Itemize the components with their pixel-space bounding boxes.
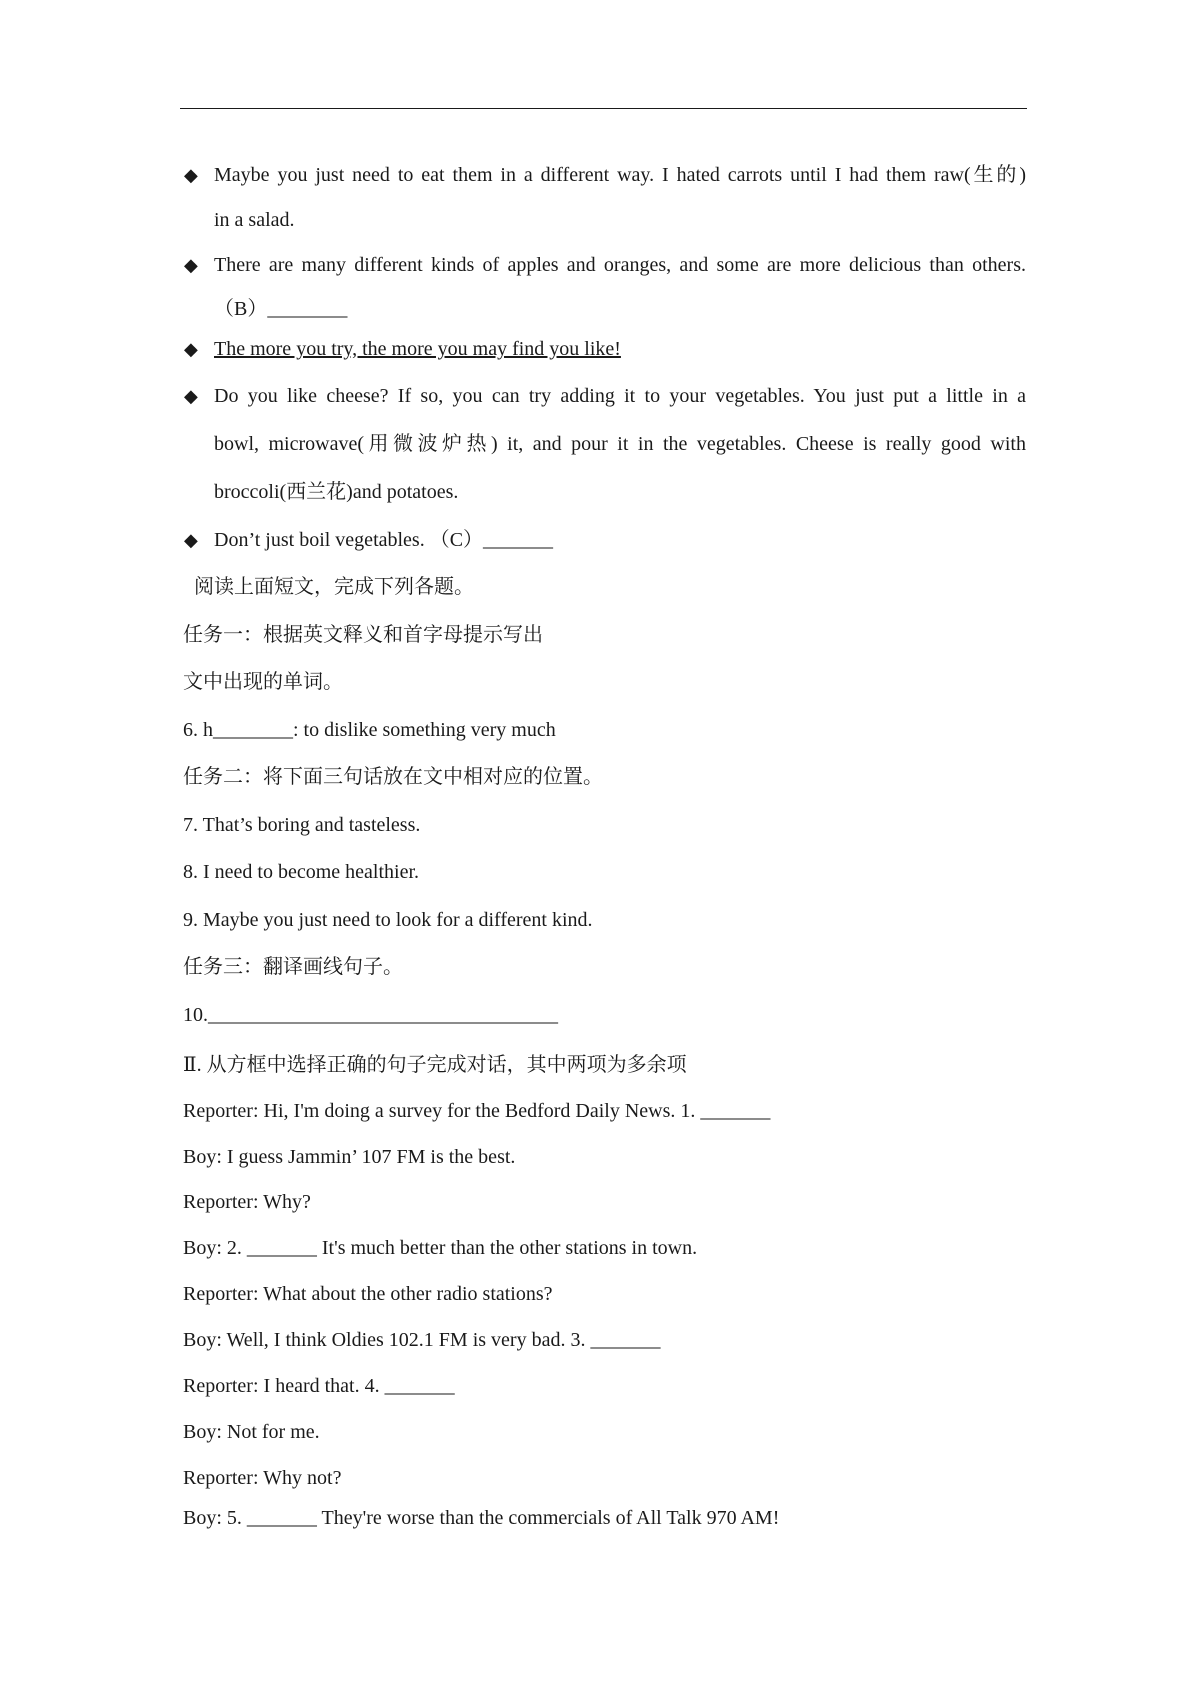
dialogue-line: Reporter: Why not? <box>183 1467 342 1489</box>
bullet-2-line-1: There are many different kinds of apples and oranges, and some are more delicious than others. <box>214 254 1026 276</box>
question-10: 10.___________________________________ <box>183 1004 558 1026</box>
bullet-diamond-icon: ◆ <box>184 530 198 550</box>
question-6: 6. h________: to dislike something very much <box>183 719 556 741</box>
dialogue-line: Boy: I guess Jammin’ 107 FM is the best. <box>183 1146 516 1168</box>
question-7: 7. That’s boring and tasteless. <box>183 814 421 836</box>
dialogue-line: Reporter: Hi, I'm doing a survey for the Bedford Daily News. 1. _______ <box>183 1100 771 1122</box>
bullet-1-line-2: in a salad. <box>214 209 295 231</box>
bullet-1-line-1: Maybe you just need to eat them in a different way. I hated carrots until I had them raw(生的) <box>214 164 1026 186</box>
header-rule <box>180 108 1027 109</box>
question-9: 9. Maybe you just need to look for a different kind. <box>183 909 593 931</box>
task-2-heading: 任务二：将下面三句话放在文中相对应的位置。 <box>183 766 603 788</box>
dialogue-line: Boy: Not for me. <box>183 1421 320 1443</box>
dialogue-line: Reporter: What about the other radio stations? <box>183 1283 553 1305</box>
bullet-diamond-icon: ◆ <box>184 255 198 275</box>
bullet-4-line-2: bowl, microwave(用微波炉热) it, and pour it in the vegetables. Cheese is really good with <box>214 433 1026 455</box>
bullet-4-line-3: broccoli(西兰花)and potatoes. <box>214 481 459 503</box>
dialogue-line: Boy: 2. _______ It's much better than the other stations in town. <box>183 1237 698 1259</box>
task-1-heading-line-2: 文中出现的单词。 <box>183 671 343 693</box>
bullet-diamond-icon: ◆ <box>184 386 198 406</box>
bullet-5: Don’t just boil vegetables. （C）_______ <box>214 529 554 551</box>
question-8: 8. I need to become healthier. <box>183 861 420 883</box>
instructions: 阅读上面短文，完成下列各题。 <box>194 576 474 598</box>
bullet-4-line-1: Do you like cheese? If so, you can try adding it to your vegetables. You just put a little in a <box>214 385 1026 407</box>
bullet-diamond-icon: ◆ <box>184 165 198 185</box>
dialogue-line: Reporter: Why? <box>183 1191 311 1213</box>
task-3-heading: 任务三：翻译画线句子。 <box>183 956 403 978</box>
dialogue-line: Boy: 5. _______ They're worse than the commercials of All Talk 970 AM! <box>183 1507 780 1529</box>
section-2-heading: Ⅱ. 从方框中选择正确的句子完成对话，其中两项为多余项 <box>183 1054 687 1076</box>
task-1-heading-line-1: 任务一：根据英文释义和首字母提示写出 <box>183 624 543 646</box>
bullet-diamond-icon: ◆ <box>184 339 198 359</box>
bullet-2-line-2: （B）________ <box>214 298 348 320</box>
underlined-sentence: The more you try, the more you may find you like! <box>214 338 621 360</box>
dialogue-line: Reporter: I heard that. 4. _______ <box>183 1375 455 1397</box>
dialogue-line: Boy: Well, I think Oldies 102.1 FM is very bad. 3. _______ <box>183 1329 661 1351</box>
